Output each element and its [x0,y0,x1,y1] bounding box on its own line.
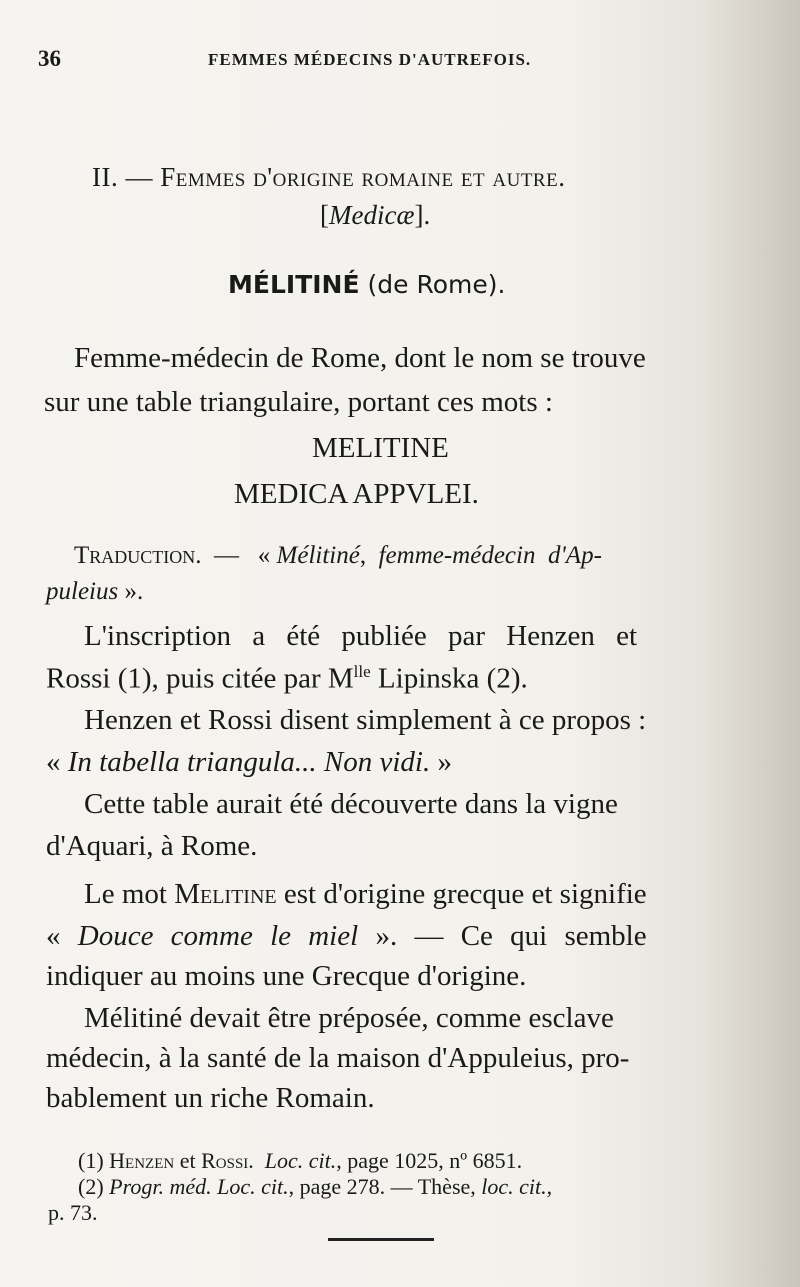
paragraph-line: Le mot Melitine est d'origine grecque et signifie [84,878,647,910]
footnote: (2) Progr. méd. Loc. cit., page 278. — Thèse, loc. cit., [78,1174,553,1199]
section-title: II. — Femmes d'origine romaine et autre. [92,162,566,192]
paragraph-line: Femme-médecin de Rome, dont le nom se trouve [74,342,646,374]
inscription-line: MELITINE [312,432,449,464]
paragraph-line: médecin, à la santé de la maison d'Appuleius, pro- [46,1042,630,1074]
paragraph-line: indiquer au moins une Grecque d'origine. [46,960,527,992]
translation-line: puleius ». [46,578,144,605]
paragraph-line: Mélitiné devait être préposée, comme esclave [84,1002,614,1034]
footnote: (1) Henzen et Rossi. Loc. cit., page 1025, nº 6851. [78,1148,523,1173]
running-title: FEMMES MÉDECINS D'AUTREFOIS. [208,50,532,69]
paragraph-line: Rossi (1), puis citée par $M^{lle}$ Lipinska (2). [46,662,528,695]
paragraph-line: « In tabella triangula... Non vidi. » [46,746,452,778]
paragraph-line: Cette table aurait été découverte dans la vigne [84,788,618,820]
entry-name: MÉLITINÉ [228,270,360,299]
entry-heading [228,270,505,299]
paragraph-line: sur une table triangulaire, portant ces mots : [44,386,553,418]
section-subtitle: [Medicæ]. [320,200,431,230]
end-rule [328,1238,434,1241]
paragraph-line: bablement un riche Romain. [46,1082,375,1114]
entry-place: (de Rome). [367,270,506,299]
paragraph-line: d'Aquari, à Rome. [46,830,258,862]
page-number: 36 [38,46,61,71]
paragraph-line: Henzen et Rossi disent simplement à ce propos : [84,704,647,736]
inscription-line: MEDICA APPVLEI. [234,478,479,510]
translation-line: Traduction. — « Mélitiné, femme-médecin d'Ap- [74,542,602,569]
paragraph-line: « Douce comme le miel ». — Ce qui semble [46,920,647,952]
footnote: p. 73. [48,1200,98,1225]
paragraph-line: L'inscription a été publiée par Henzen et [84,620,638,652]
